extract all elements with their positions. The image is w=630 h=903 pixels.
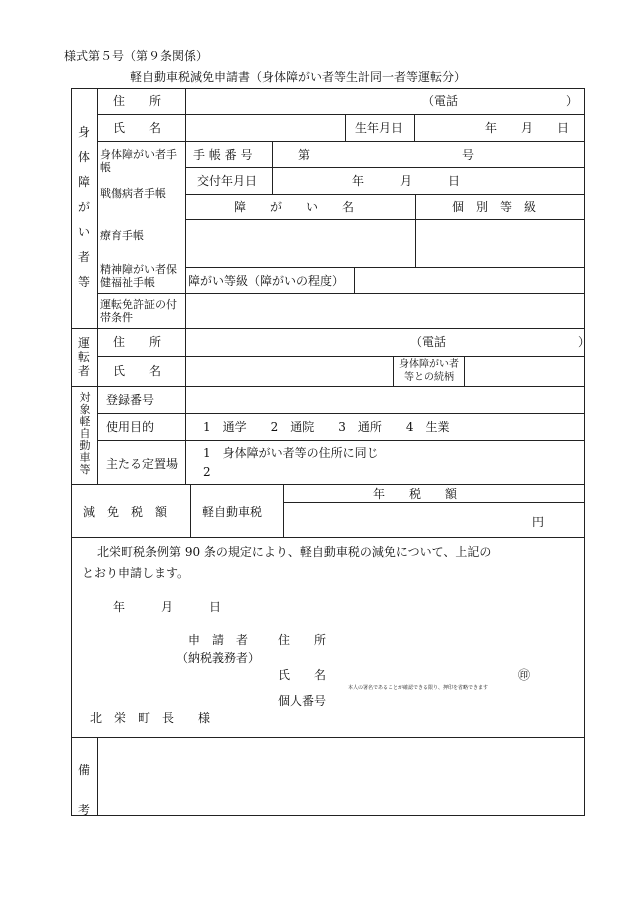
reg-no-label: 登録番号: [106, 393, 155, 407]
tax-type-label: 軽自動車税: [202, 505, 263, 519]
driver-side-label: 運転者: [77, 336, 90, 378]
applicant-name-label: 氏 名: [278, 668, 327, 682]
driver-name-label: 氏 名: [113, 364, 162, 378]
application-date: 年 月 日: [113, 600, 222, 614]
purpose-options: 1 通学 2 通院 3 通所 4 生業: [203, 420, 450, 434]
personal-number-label: 個人番号: [278, 694, 327, 708]
handbook-physical: 身体障がい者手帳: [100, 148, 177, 174]
disabled-side-label: 身体障がい者等: [77, 125, 90, 289]
handbook-license: 運転免許証の付帯条件: [100, 298, 177, 324]
book-number-label: 手 帳 番 号: [193, 148, 253, 162]
storage-option-2: 2: [203, 465, 211, 479]
issue-date-label: 交付年月日: [197, 174, 258, 188]
handbook-rehab: 療育手帳: [100, 229, 144, 242]
book-number-suffix: 号: [462, 148, 475, 162]
grade-header: 個 別 等 級: [452, 200, 537, 214]
seal-mark: ㊞: [518, 668, 531, 682]
disabled-name-label: 氏 名: [113, 121, 162, 135]
storage-label: 主たる定置場: [106, 457, 179, 471]
handbook-mental: 精神障がい者保健福祉手帳: [100, 263, 177, 289]
purpose-label: 使用目的: [106, 420, 155, 434]
remarks-label: 備考: [77, 763, 90, 817]
birthdate-value: 年 月 日: [485, 121, 570, 135]
tax-reduction-label: 減 免 税 額: [83, 505, 168, 519]
handbook-war: 戦傷病者手帳: [100, 187, 166, 200]
annual-tax-header: 年 税 額: [373, 487, 458, 501]
seal-note: 本人の署名であることが確認できる限り、押印を省略できます: [348, 685, 489, 691]
birthdate-label: 生年月日: [355, 121, 404, 135]
form-number: 様式第５号（第９条関係）: [64, 49, 209, 63]
declaration-line-2: とおり申請します。: [82, 566, 190, 580]
disability-level-label: 障がい等級（障がいの程度）: [188, 274, 345, 288]
form-title: 軽自動車税減免申請書（身体障がい者等生計同一者等運転分）: [130, 70, 467, 84]
vehicle-side-label: 対象軽自動車等: [79, 391, 91, 476]
book-number-prefix: 第: [298, 148, 311, 162]
relation-label: 身体障がい者等との続柄: [399, 359, 459, 383]
declaration-line-1: 北栄町税条例第 90 条の規定により、軽自動車税の減免について、上記の: [97, 545, 492, 559]
applicant-address-label: 住 所: [278, 633, 327, 647]
driver-address-label: 住 所: [113, 335, 162, 349]
disabled-phone: （電話 ）: [422, 94, 579, 108]
issue-date-value: 年 月 日: [352, 174, 461, 188]
taxpayer-label: （納税義務者）: [176, 651, 261, 665]
disabled-address-label: 住 所: [113, 94, 162, 108]
driver-phone: （電話 ）: [410, 335, 591, 349]
storage-option-1: 1 身体障がい者等の住所に同じ: [203, 446, 379, 460]
disability-name-header: 障 が い 名: [234, 200, 355, 214]
applicant-label: 申 請 者: [188, 633, 249, 647]
yen-unit: 円: [532, 515, 545, 529]
mayor-addressee: 北 栄 町 長 様: [90, 711, 211, 725]
